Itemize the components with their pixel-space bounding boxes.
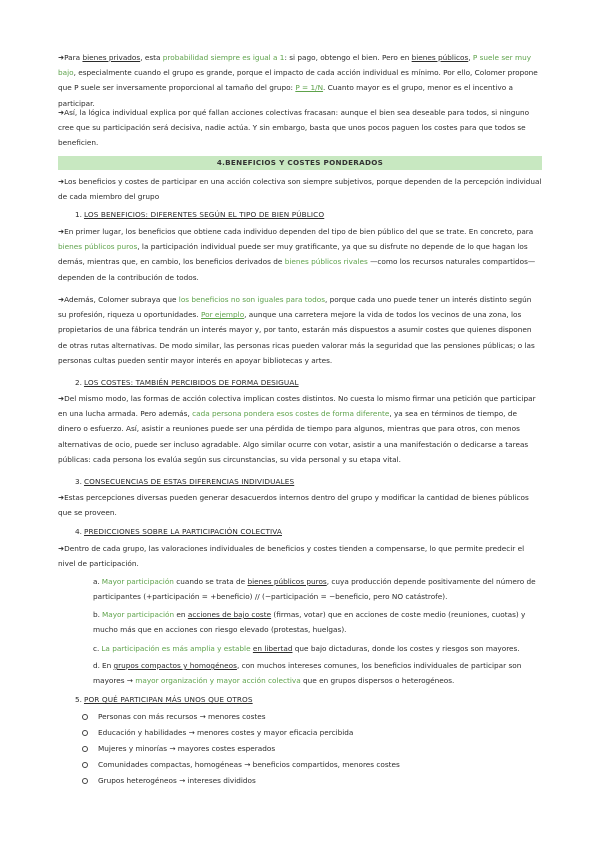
heading-5 [75, 692, 542, 707]
example-label: Por ejemplo [201, 310, 245, 320]
term-underlined: en libertad [252, 644, 293, 653]
highlight-green: La participación es más amplia y estable [101, 644, 253, 653]
text: ➜En primer lugar, los beneficios que obtiene cada individuo dependen del tipo de bien público del que se trate. En concreto, para [58, 227, 534, 236]
item-letter: c. [93, 644, 100, 653]
bullet-icon [82, 714, 88, 720]
item-letter: a. [93, 577, 100, 586]
text: —como los recursos naturales compartidos— dependen de la contribución de todos. [58, 257, 536, 282]
list-item [82, 725, 400, 741]
text: cuando se trata de [173, 577, 248, 586]
text: en [174, 610, 188, 619]
heading-number: 4. [75, 527, 82, 536]
text: En [101, 661, 114, 670]
term-underlined: acciones de bajo coste [187, 610, 272, 619]
term-underlined: bienes públicos [411, 53, 469, 62]
list-item-c [93, 641, 542, 656]
text: ➜Para [58, 53, 83, 62]
paragraph-costs [58, 391, 542, 467]
heading-2 [75, 375, 542, 390]
bullet-icon [82, 730, 88, 736]
highlight-green: probabilidad siempre es igual a 1 [162, 53, 285, 62]
text: que bajo dictaduras, donde los costes y riesgos son mayores. [292, 644, 520, 653]
term-underlined: grupos compactos y homogéneos [113, 661, 237, 670]
term-underlined: bienes privados [82, 53, 141, 62]
highlight-green: Mayor participación [101, 610, 175, 619]
text: , la participación individual puede ser muy gratificante, ya que su disfrute no depende de lo que hagan los demás, mientras que, en cambio, los beneficios derivados de [58, 242, 528, 267]
paragraph-individual-logic: ➜Así, la lógica individual explica por qué fallan acciones colectivas fracasan: aunque el bien sea deseable para todos, si ninguno cree que su participación será decisiva, nadie actúa. Y sin embargo, basta que unos pocos paguen los costes para que todos se beneficien. [58, 108, 530, 148]
text: , aunque una carretera mejore la vida de todos los vecinos de una zona, los propietarios de una fábrica tendrán un interés mayor y, por tanto, estarán más dispuestos a asumir costes que quienes disponen de otras rutas alternativas. De modo similar, las personas ricas pueden valorar más la seguridad que las pensiones públicas; o las personas cultas pueden sentir mayor interés en apoyar bibliotecas y artes. [58, 310, 535, 365]
heading-number: 1. [75, 210, 82, 219]
highlight-green: bienes públicos puros [58, 242, 138, 252]
text: , con muchos intereses comunes, los beneficios individuales de participar son mayores → [93, 661, 522, 686]
heading-text: CONSECUENCIAS DE ESTAS DIFERENCIAS INDIVIDUALES [83, 477, 295, 486]
list-item [82, 773, 400, 789]
highlight-green: bienes públicos rivales [284, 257, 368, 267]
list-item-b [93, 607, 542, 637]
list-item-a [93, 574, 542, 604]
heading-text: PREDICCIONES SOBRE LA PARTICIPACIÓN COLECTIVA [83, 527, 282, 536]
highlight-green: cada persona pondera esos costes de forma diferente [192, 409, 390, 419]
item-letter: b. [93, 610, 100, 619]
item-letter: d. [93, 661, 100, 670]
heading-number: 3. [75, 477, 82, 486]
text: , esta [140, 53, 163, 62]
text: , porque cada uno puede tener un interés distinto según su profesión, riqueza u oportunidades. [58, 295, 532, 320]
highlight-green: P suele ser muy bajo [58, 53, 532, 78]
list-item-d [93, 658, 542, 688]
text: , cuya producción depende positivamente del número de participantes (+participación = +beneficio) // (−participación = −beneficio, pero NO catástrofe). [93, 577, 536, 602]
term-underlined: bienes públicos puros [247, 577, 327, 586]
paragraph-consequences: ➜Estas percepciones diversas pueden generar desacuerdos internos dentro del grupo y modificar la cantidad de bienes públicos que se proveen. [58, 493, 529, 518]
text: , [468, 53, 473, 62]
bullet-icon [82, 746, 88, 752]
heading-number: 5. [75, 695, 82, 704]
bullet-list [82, 709, 400, 789]
text: . Cuanto mayor es el grupo, menor es el incentivo a participar. [58, 83, 513, 108]
highlight-green: Mayor participación [101, 577, 174, 586]
heading-text: LOS BENEFICIOS: DIFERENTES SEGÚN EL TIPO DE BIEN PÚBLICO [83, 210, 325, 219]
list-item [82, 741, 400, 757]
heading-text: POR QUÉ PARTICIPAN MÁS UNOS QUE OTROS [83, 695, 253, 704]
bullet-icon [82, 778, 88, 784]
heading-4 [75, 524, 542, 539]
heading-number: 2. [75, 378, 82, 387]
highlight-green: mayor organización y mayor acción colectiva [135, 676, 301, 686]
text: ➜Además, Colomer subraya que [58, 295, 179, 304]
section-title: 4.BENEFICIOS Y COSTES PONDERADOS [58, 156, 542, 170]
paragraph-benefits-unequal [58, 292, 542, 368]
text: (firmas, votar) que en acciones de coste medio (reuniones, cuotas) y mucho más que en acciones con riesgo elevado (protestas, huelgas). [93, 610, 526, 635]
bullet-icon [82, 762, 88, 768]
heading-3 [75, 474, 542, 489]
paragraph-subjective: ➜Los beneficios y costes de participar en una acción colectiva son siempre subjetivos, porque dependen de la percepción individual de cada miembro del grupo [58, 177, 542, 202]
paragraph-predictions: ➜Dentro de cada grupo, las valoraciones individuales de beneficios y costes tienden a compensarse, lo que permite predecir el nivel de participación. [58, 544, 525, 569]
bullet-text: Educación y habilidades → menores costes y mayor eficacia percibida [98, 728, 354, 737]
formula: P = 1/N [295, 83, 324, 93]
text: que en grupos dispersos o heterogéneos. [300, 676, 455, 686]
bullet-text: Personas con más recursos → menores costes [98, 712, 266, 721]
bullet-text: Mujeres y minorías → mayores costes esperados [98, 744, 276, 753]
text: , especialmente cuando el grupo es grande, porque el impacto de cada acción individual es mínimo. Por ello, Colomer propone que P suele ser inversamente proporcional al tamaño del grupo: [58, 68, 538, 93]
paragraph-private-goods [58, 50, 542, 111]
text: , ya sea en términos de tiempo, de dinero o esfuerzo. Así, asistir a reuniones puede ser una pérdida de tiempo para algunos, mientras que para otros, con menos alternativas de ocio, puede ser incluso agradable. Algo similar ocurre con votar, asistir a una manifestación o dedicarse a tareas públicas: cada persona los evalúa según sus circunstancias, su vida personal y su etapa vital. [58, 409, 529, 464]
heading-text: LOS COSTES: TAMBIÉN PERCIBIDOS DE FORMA DESIGUAL [83, 378, 299, 387]
paragraph-benefits-type [58, 224, 542, 285]
text: ➜Del mismo modo, las formas de acción colectiva implican costes distintos. No cuesta lo mismo firmar una petición que participar en una lucha armada. Pero además, [58, 394, 536, 419]
text: : si pago, obtengo el bien. Pero en [284, 53, 412, 62]
highlight-green: los beneficios no son iguales para todos [178, 295, 325, 304]
bullet-text: Comunidades compactas, homogéneas → beneficios compartidos, menores costes [98, 760, 400, 769]
list-item [82, 709, 400, 725]
bullet-text: Grupos heterogéneos → intereses divididos [98, 776, 256, 785]
list-item [82, 757, 400, 773]
heading-1 [75, 207, 542, 222]
